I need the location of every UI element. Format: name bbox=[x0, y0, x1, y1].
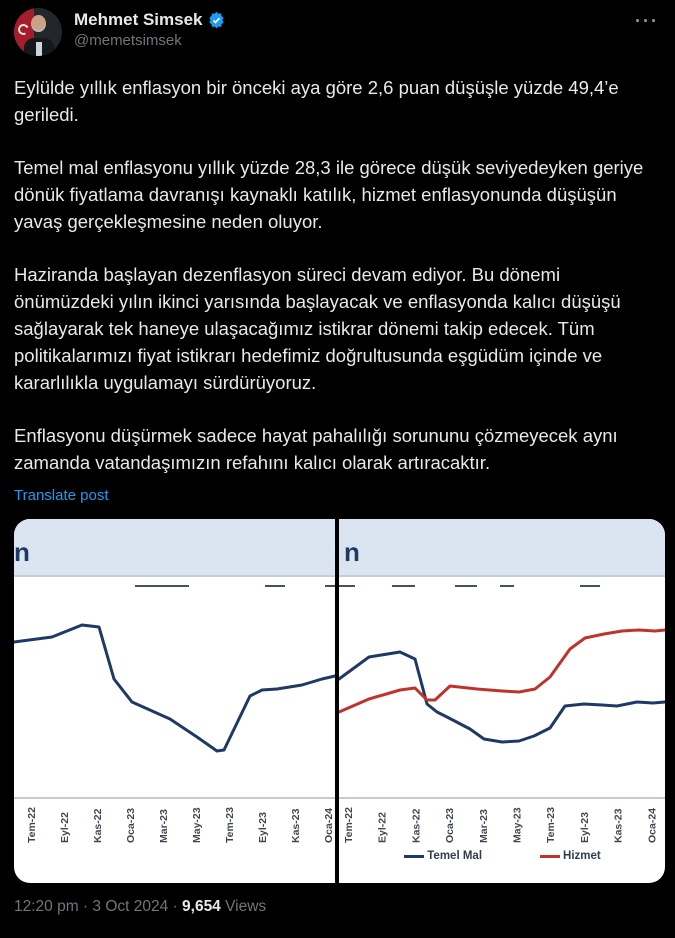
hizmet-line-swatch bbox=[540, 855, 560, 858]
tweet-media-chart[interactable] bbox=[14, 519, 665, 883]
x-axis-label: May-23 bbox=[191, 807, 203, 843]
cropped-text-artifact bbox=[500, 585, 514, 587]
x-axis-label: Oca-23 bbox=[125, 807, 137, 843]
tweet-paragraph: Eylülde yıllık enflasyon bir önceki aya göre 2,6 puan düşüşle yüzde 49,4’e geriledi. bbox=[14, 77, 619, 125]
x-axis-label: Oca-23 bbox=[444, 807, 457, 843]
portrait-head bbox=[31, 15, 46, 32]
x-axis-label: Tem-22 bbox=[343, 807, 355, 843]
x-axis-label: Oca-24 bbox=[646, 807, 659, 843]
x-axis-label: Mar-23 bbox=[158, 809, 170, 843]
series-line-hizmet bbox=[339, 630, 665, 712]
x-axis-label: Mar-23 bbox=[477, 809, 490, 843]
x-axis-label: May-23 bbox=[511, 807, 524, 843]
chart-svg bbox=[14, 519, 665, 883]
x-axis-label: Eyl-22 bbox=[59, 812, 71, 843]
x-axis-label: Eyl-22 bbox=[376, 812, 389, 843]
portrait-shirt bbox=[36, 42, 42, 56]
x-axis-label: Tem-23 bbox=[224, 807, 236, 843]
series-line-temel-mal bbox=[339, 652, 665, 742]
views-label: Views bbox=[220, 898, 267, 915]
x-axis-label: Kas-22 bbox=[410, 808, 423, 843]
x-axis-label: Kas-22 bbox=[92, 808, 104, 843]
cropped-text-artifact bbox=[135, 585, 189, 587]
legend-item-hizmet: Hizmet bbox=[540, 850, 601, 862]
series-line-temel-mal bbox=[14, 625, 335, 751]
right-panel-title-fragment: n bbox=[344, 537, 360, 567]
panel-divider bbox=[335, 519, 339, 883]
x-axis-label: Kas-23 bbox=[290, 808, 302, 843]
tweet-text bbox=[14, 74, 656, 519]
translate-post-link[interactable]: Translate post bbox=[14, 487, 109, 504]
author-handle[interactable]: @memetsimsek bbox=[74, 32, 182, 49]
verified-badge-icon bbox=[207, 11, 226, 30]
avatar[interactable] bbox=[14, 8, 62, 56]
tweet-paragraph: Enflasyonu düşürmek sadece hayat pahalılığı sorununu çözmeyecek aynı zamanda vatandaşımızın refahını kalıcı olarak artıracaktır. bbox=[14, 425, 618, 473]
author-display-name[interactable]: Mehmet Simsek bbox=[74, 10, 203, 29]
x-axis-label: Eyl-23 bbox=[578, 812, 591, 843]
tweet-paragraph: Temel mal enflasyonu yıllık yüzde 28,3 ile görece düşük seviyedeyken geriye dönük fiyatlama davranışı kaynaklı katılık, hizmet enflasyonunda düşüşün yavaş gerçekleşmesine neden oluyor. bbox=[14, 157, 644, 232]
x-axis-label: Tem-23 bbox=[545, 807, 558, 843]
x-axis-label: Tem-22 bbox=[26, 807, 38, 843]
x-axis-label: Kas-23 bbox=[612, 808, 625, 843]
timestamp: 12:20 pm · 3 Oct 2024 bbox=[14, 898, 169, 915]
more-options-button[interactable]: ··· bbox=[635, 11, 659, 31]
x-axis-label: Eyl-23 bbox=[257, 812, 269, 843]
cropped-text-artifact bbox=[580, 585, 600, 587]
cropped-text-artifact bbox=[265, 585, 285, 587]
tweet-header bbox=[14, 8, 661, 56]
chart-legend bbox=[340, 850, 665, 862]
cropped-text-artifact bbox=[392, 585, 415, 587]
cropped-text-artifact bbox=[325, 585, 355, 587]
temel-mal-line-swatch bbox=[404, 855, 424, 858]
cropped-text-artifact bbox=[455, 585, 477, 587]
left-panel-title-fragment: n bbox=[14, 537, 30, 567]
x-axis-label: Oca-24 bbox=[323, 807, 335, 843]
tweet-meta-footer: 12:20 pm · 3 Oct 2024 · 9,654 Views bbox=[14, 898, 267, 915]
tweet-paragraph: Haziranda başlayan dezenflasyon süreci devam ediyor. Bu dönemi önümüzdeki yılın ikinci yarısında başlayacak ve enflasyonda kalıcı düşüşü sağlayarak tek haneye ulaşacağımız istikrar dönemi takip edecek. Tüm politikalarımızı fiyat istikrarı hedefimiz doğrultusunda eşgüdüm içinde ve kararlılıkla uygulamayı sürdürüyoruz. bbox=[14, 264, 621, 393]
views-count: 9,654 bbox=[182, 898, 221, 915]
legend-item-temel-mal: Temel Mal bbox=[404, 850, 482, 862]
author-block bbox=[74, 8, 226, 49]
